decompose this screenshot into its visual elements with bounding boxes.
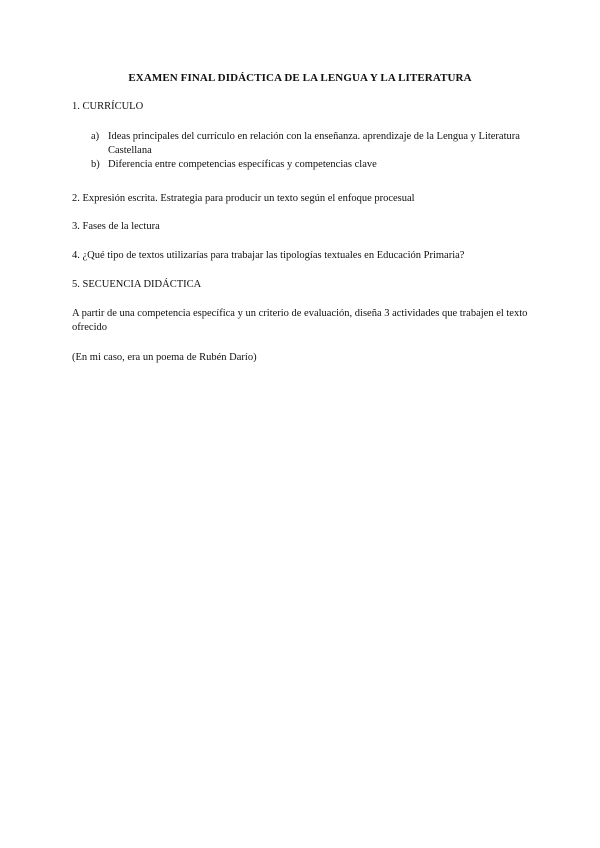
list-item-text: Diferencia entre competencias específicas y competencias clave (108, 159, 377, 170)
section-4: 4. ¿Qué tipo de textos utilizarías para trabajar las tipologías textuales en Educación Primaria? (72, 250, 465, 261)
section-2: 2. Expresión escrita. Estrategia para producir un texto según el enfoque procesual (72, 193, 415, 204)
list-item (91, 158, 521, 172)
list-item (91, 130, 521, 158)
section-5-body: A partir de una competencia específica y un criterio de evaluación, diseña 3 actividades que trabajen el texto ofrecido (72, 308, 528, 333)
list-item-text: Ideas principales del currículo en relación con la enseñanza. aprendizaje de la Lengua y Literatura Castellana (108, 131, 520, 156)
section-5-note: (En mi caso, era un poema de Rubén Darío) (72, 352, 257, 363)
section-5-heading: 5. SECUENCIA DIDÁCTICA (72, 279, 202, 290)
section-1-list (91, 130, 521, 172)
list-marker: a) (91, 131, 100, 142)
section-1-heading: 1. CURRÍCULO (72, 101, 144, 112)
section-3: 3. Fases de la lectura (72, 221, 160, 232)
exam-title: EXAMEN FINAL DIDÁCTICA DE LA LENGUA Y LA LITERATURA (128, 72, 472, 84)
list-marker: b) (91, 159, 100, 170)
